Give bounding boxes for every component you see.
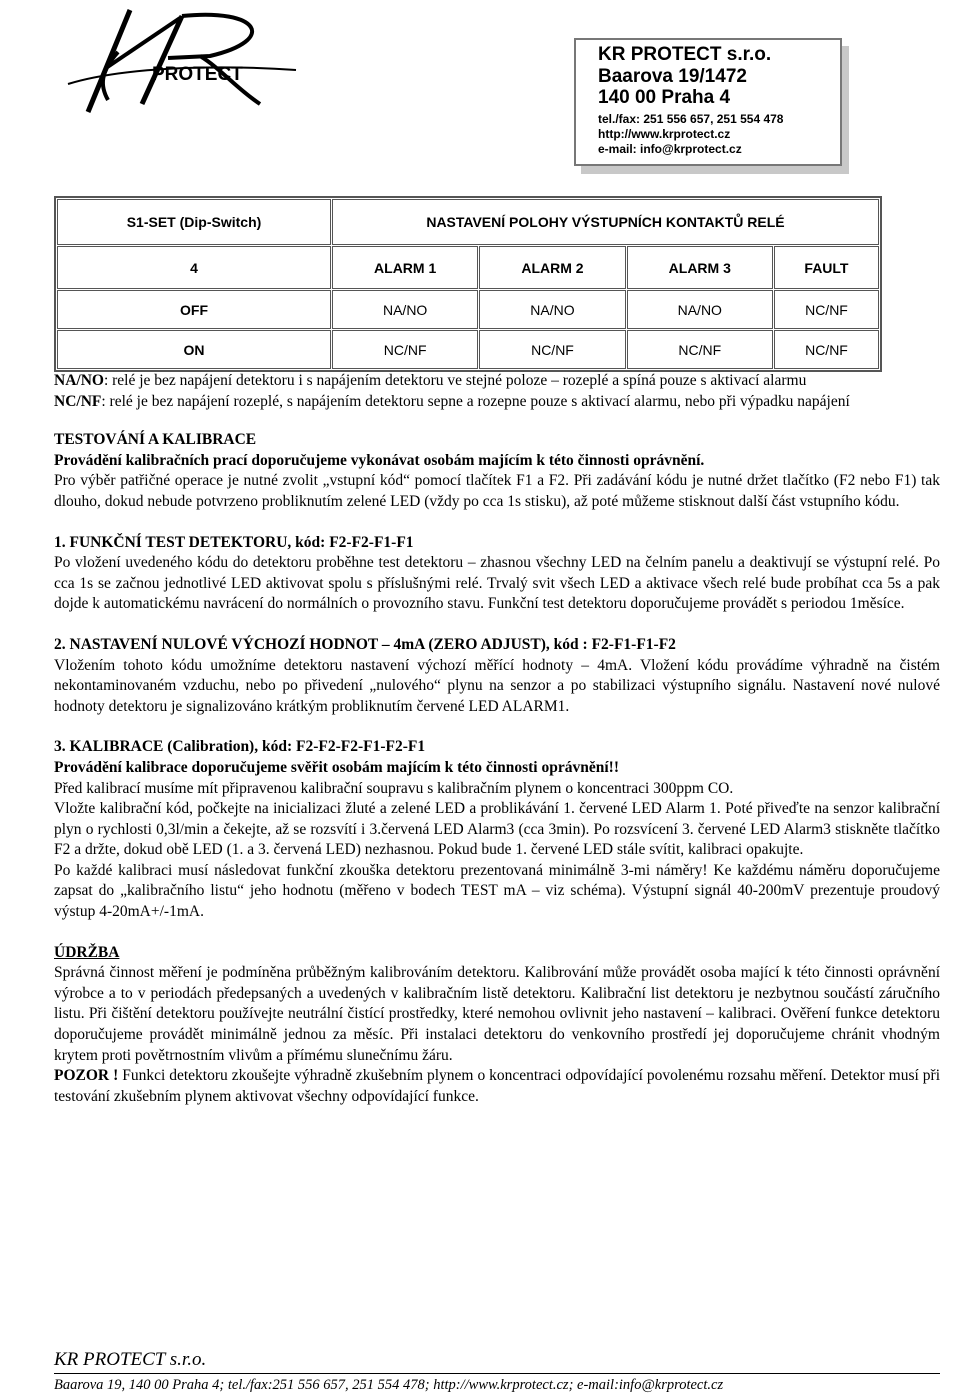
paragraph: Vložte kalibrační kód, počkejte na inicializaci žluté a zelené LED a problikávání 1. červené LED Alarm 1. Poté přiveďte na senzor kalibrační plyn o rychlosti 0,3l/min a čekejte, až se rozsvítí i 3.červená LED Alarm3 (cca 3min). Po rozsvícení 3. červené LED Alarm3 stiskněte tlačítko F2 a držte, dokud obě LED (1. a 3. červená LED) nezhasnou. Pokud bude 1. červené LED stále svítit, kalibraci opakujte. xyxy=(54,800,940,859)
paragraph xyxy=(54,471,940,512)
paragraph xyxy=(54,1066,940,1107)
footer-address: Baarova 19, 140 00 Praha 4; tel./fax:251 556 657, 251 554 478; http://www.krprotect.cz; e-mail:info@krprotect.cz xyxy=(54,1377,724,1393)
company-city: 140 00 Praha 4 xyxy=(598,87,731,108)
table-header-cell: S1-SET (Dip-Switch) xyxy=(57,199,331,245)
page-footer xyxy=(54,1349,940,1395)
footer-company-name: KR PROTECT s.r.o. xyxy=(54,1349,207,1370)
legend-ncnf xyxy=(54,392,940,413)
section-title: 2. NASTAVENÍ NULOVÉ VÝCHOZÍ HODNOT – 4mA (ZERO ADJUST), kód : F2-F1-F1-F2 xyxy=(54,635,676,653)
document-body xyxy=(54,371,940,1107)
paragraph-text: Funkci detektoru zkoušejte výhradně zkušebním plynem o koncentraci odpovídající povolenému rozsahu měření. Detektor musí při testování zkušebním plynem aktivovat všechny odpovídající funkce. xyxy=(54,1067,941,1105)
table-column-cell: ALARM 3 xyxy=(627,246,773,289)
paragraph: Před kalibrací musíme mít připravenou kalibrační soupravu s kalibračním plynem o koncentraci 300ppm CO. xyxy=(54,779,734,797)
contact-box xyxy=(574,38,842,166)
table-cell: OFF xyxy=(57,290,331,329)
table-cell: NC/NF xyxy=(774,330,879,369)
table-header-row xyxy=(57,199,879,245)
company-tel: tel./fax: 251 556 657, 251 554 478 xyxy=(598,112,784,126)
legend-term: NC/NF xyxy=(54,392,102,410)
company-email: e-mail: info@krprotect.cz xyxy=(598,142,742,156)
table-cell: NC/NF xyxy=(627,330,773,369)
paragraph: Správná činnost měření je podmíněna průběžným kalibrováním detektoru. Kalibrování může provádět osoba mající k této činnosti oprávnění výrobce a to v periodách předepsaných a uvedených v kalibračním listě detektoru. Kalibrační list detektoru je nezbytnou součástí záručního listu. Při čištění detektoru používejte neutrální čistící prostředky, které nemohou ovlivnit jeho nastavení – kalibraci. Ověření funkce detektoru doporučujeme provádět minimálně jednou za měsíc. Při instalaci detektoru do venkovního prostředí jej doporučujeme chránit vhodným krytem proti povětrnostním vlivům a přímému slunečnímu žáru. xyxy=(54,964,940,1064)
table-column-cell: ALARM 2 xyxy=(479,246,625,289)
table-cell: ON xyxy=(57,330,331,369)
paragraph: Vložením tohoto kódu umožníme detektoru nastavení výchozí měřící hodnoty – 4mA. Vložení kódu provádíme výhradně na čistém nekontaminovaném vzduchu, nebo po přivedení „nulového“ plynu na senzor a po stabilizaci výstupního signálu. Nastavení nové nulové hodnoty detektoru je signalizováno krátkým probliknutím červené LED ALARM1. xyxy=(54,656,940,715)
section-title: 1. FUNKČNÍ TEST DETEKTORU, kód: F2-F2-F1-F1 xyxy=(54,533,414,551)
table-row xyxy=(57,330,879,369)
table-cell: NA/NO xyxy=(332,290,478,329)
warning-text: Provádění kalibračních prací doporučujeme vykonávat osobám majícím k této činnosti oprávnění. xyxy=(54,451,705,469)
logo-text: PROTECT xyxy=(152,64,243,85)
section-heading: ÚDRŽBA xyxy=(54,943,120,961)
table-column-cell: FAULT xyxy=(774,246,879,289)
table-header-cell: NASTAVENÍ POLOHY VÝSTUPNÍCH KONTAKTŮ RELÉ xyxy=(332,199,879,245)
pozor-label: POZOR ! xyxy=(54,1067,119,1085)
warning-text: Provádění kalibrace doporučujeme svěřit osobám majícím k této činnosti oprávnění!! xyxy=(54,758,619,776)
paragraph-text: Při zadávání kódu je nutné držet tlačítko (F2 nebo F1) tak dlouho, dokud nebude potvrzeno probliknutím zelené LED (vždy po cca 1s stisku), až poté můžeme stisknout další část vstupního kódu. xyxy=(54,472,940,510)
footer-divider xyxy=(54,1373,940,1374)
table-cell: NC/NF xyxy=(774,290,879,329)
table-column-row xyxy=(57,246,879,289)
paragraph: Po každé kalibraci musí následovat funkční zkouška detektoru prezentovaná minimálně 3-mi náměry! Ke každému náměru doporučujeme zapsat do „kalibračního listu“ jeho hodnotu (měřeno v bodech TEST mA – viz schéma). Výstupní signál 40-200mV prezentuje proudový výstup 4-20mA+/-1mA. xyxy=(54,861,940,921)
section-heading: TESTOVÁNÍ A KALIBRACE xyxy=(54,431,257,449)
dip-switch-table xyxy=(54,196,882,372)
legend-text: : relé je bez napájení rozeplé, s napájením detektoru sepne a rozepne pouze s aktivací alarmu, nebo při výpadku napájení xyxy=(101,392,850,410)
table-row xyxy=(57,290,879,329)
company-street: Baarova 19/1472 xyxy=(598,66,747,87)
table-cell: NA/NO xyxy=(627,290,773,329)
table-cell: NC/NF xyxy=(479,330,625,369)
paragraph-text: Pro výběr patřičné operace je nutné zvolit „vstupní kód“ pomocí tlačítek F1 a F2. xyxy=(54,472,570,490)
section-title: 3. KALIBRACE (Calibration), kód: F2-F2-F2-F1-F2-F1 xyxy=(54,738,426,756)
company-web: http://www.krprotect.cz xyxy=(598,127,731,141)
legend-nano xyxy=(54,371,940,392)
table-column-cell: ALARM 1 xyxy=(332,246,478,289)
table-cell: NC/NF xyxy=(332,330,478,369)
table-column-cell: 4 xyxy=(57,246,331,289)
company-logo xyxy=(60,8,300,113)
legend-text: : relé je bez napájení detektoru i s napájením detektoru ve stejné poloze – rozeplé a spíná pouze s aktivací alarmu xyxy=(103,372,807,389)
legend-term: NA/NO xyxy=(54,372,104,389)
table-cell: NA/NO xyxy=(479,290,625,329)
kr-logo-icon xyxy=(60,8,300,113)
company-name: KR PROTECT s.r.o. xyxy=(598,44,772,65)
paragraph: Po vložení uvedeného kódu do detektoru proběhne test detektoru – zhasnou všechny LED na čelním panelu a deaktivují se výstupní relé. Po cca 1s se začnou jednotlivé LED aktivovat spolu s příslušnými relé. Trvalý svit všech LED a aktivace všech relé bude probíhat cca 5s a pak dojde k automatickému navrácení do normálních o provozního stavu. Funkční test detektoru doporučujeme provádět s periodou 1měsíce. xyxy=(54,554,940,613)
